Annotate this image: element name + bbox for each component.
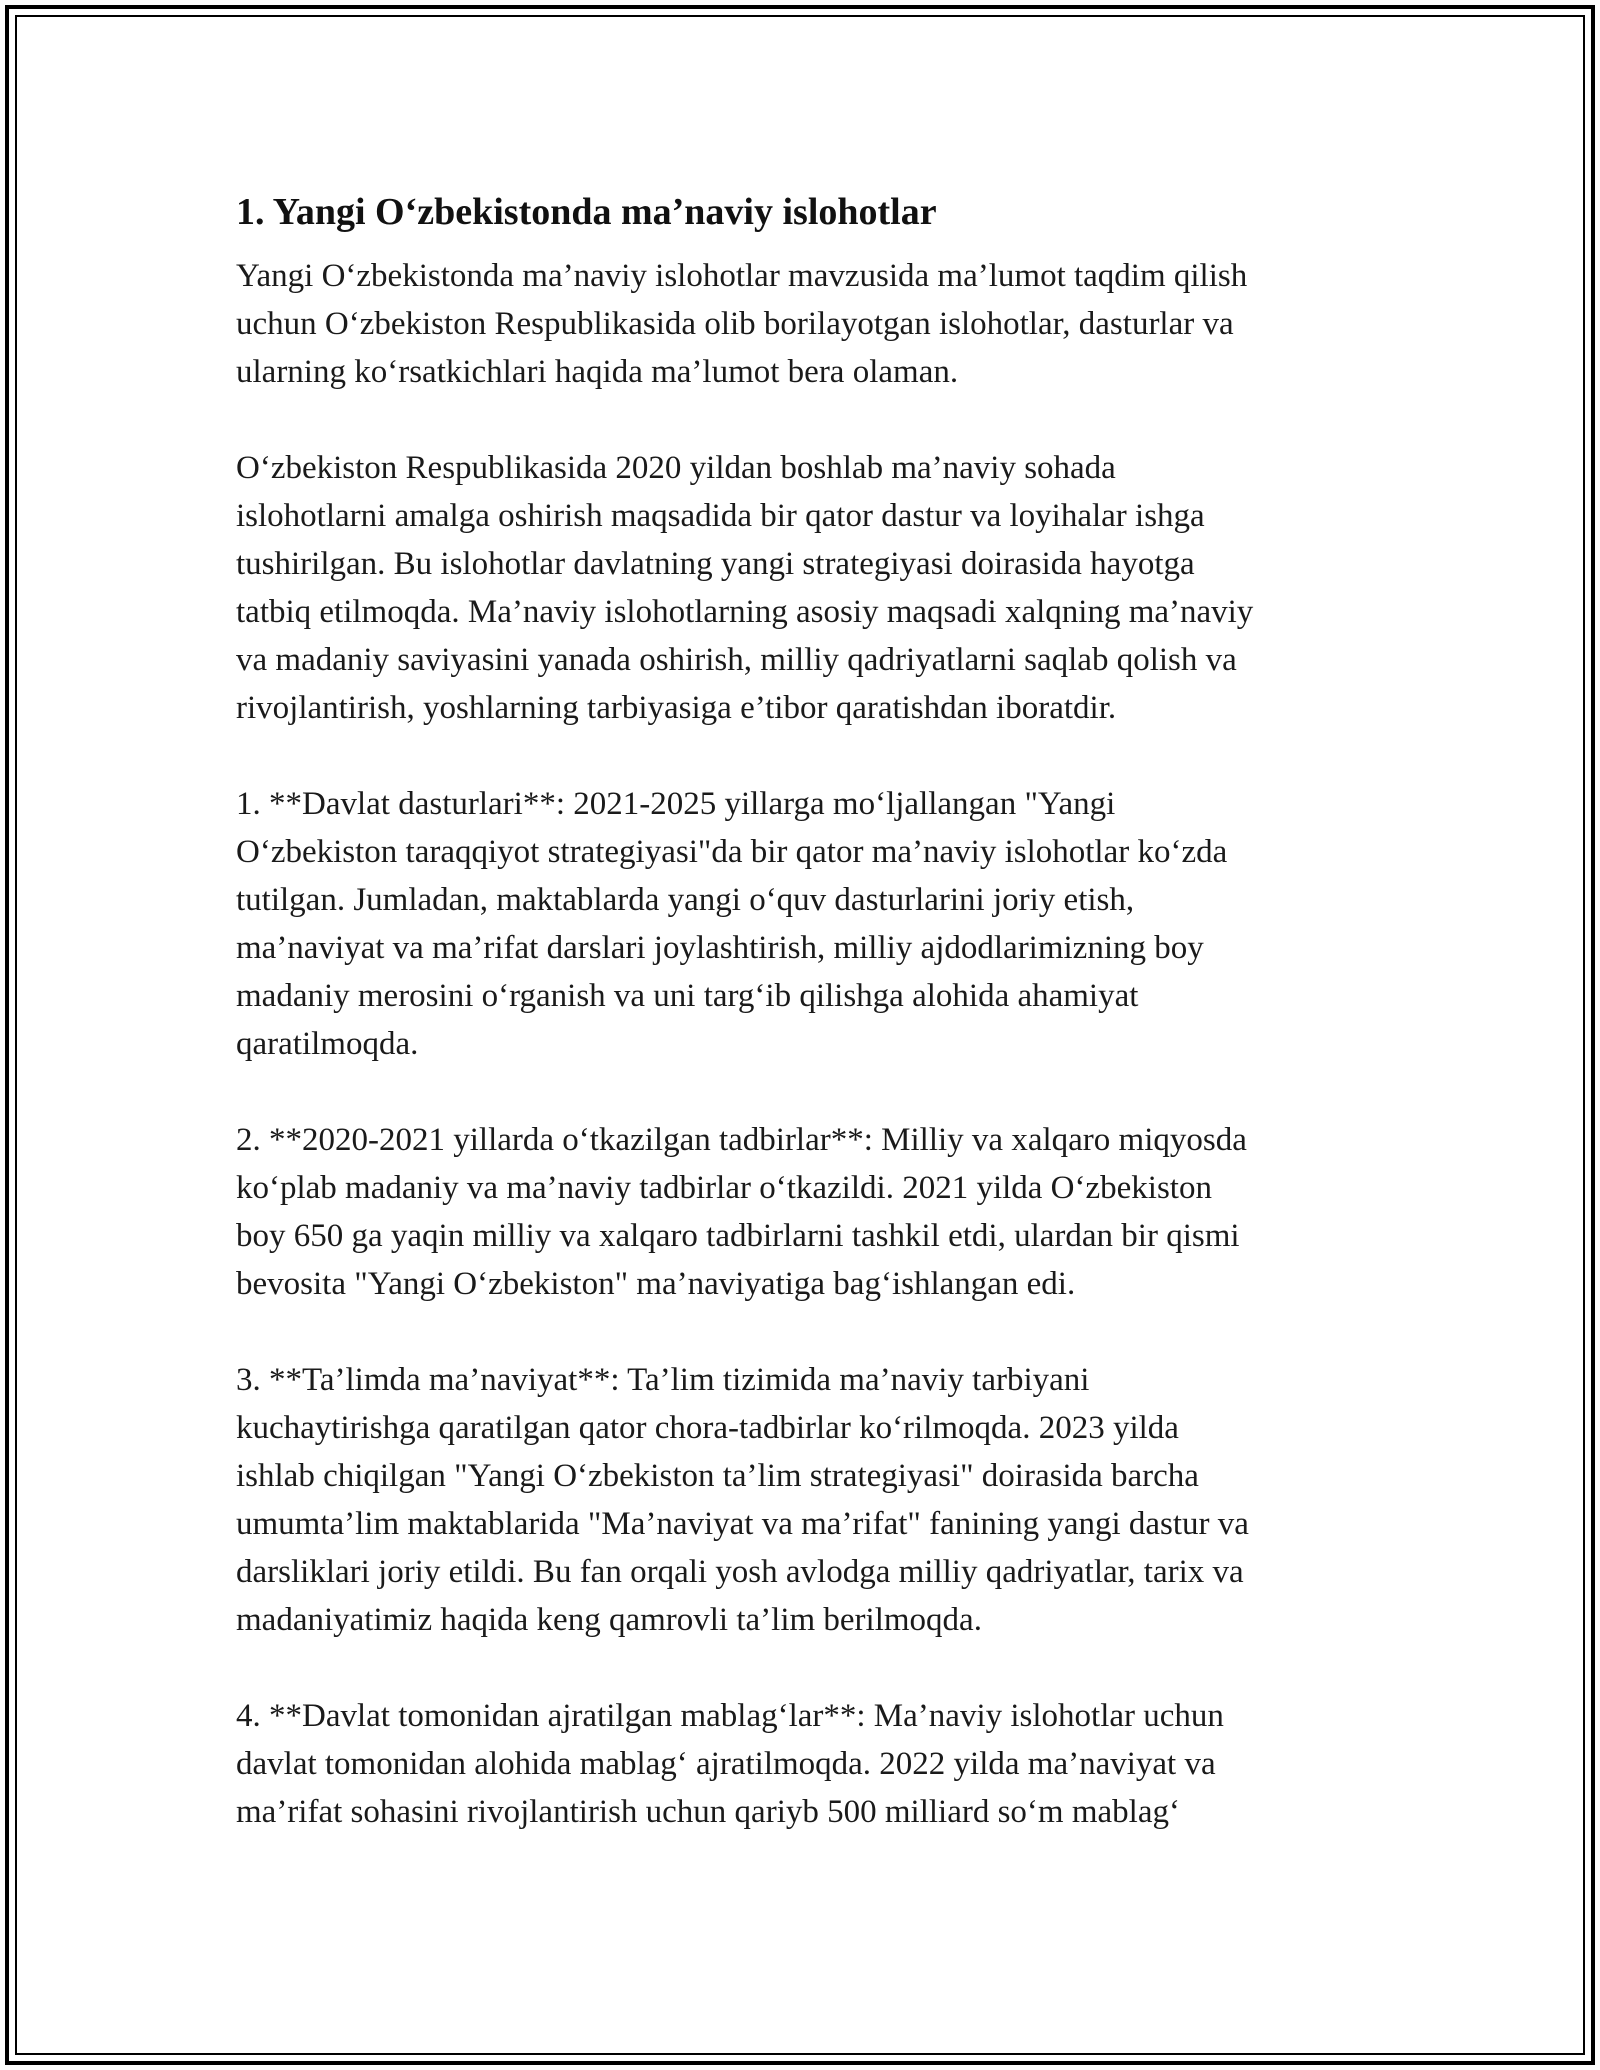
intro-paragraph: Yangi O‘zbekistonda ma’naviy islohotlar mavzusida ma’lumot taqdim qilish uchun O‘zbekiston Respublikasida olib borilayotgan islohotlar, dasturlar va ularning ko‘rsatkichlari haqida ma’lumot bera olaman. — [236, 258, 1248, 390]
list-item-education: 3. **Ta’limda ma’naviyat**: Ta’lim tizimida ma’naviy tarbiyani kuchaytirishga qaratilgan qator chora-tadbirlar ko‘rilmoqda. 2023 yilda ishlab chiqilgan "Yangi O‘zbekiston ta’lim strategiyasi" doirasida barcha umumta’lim maktablarida "Ma’naviyat va ma’rifat" fanining yangi dastur va darsliklari joriy etildi. Bu fan orqali yosh avlodga milliy qadriyatlar, tarix va madaniyatimiz haqida keng qamrovli ta’lim berilmoqda. — [236, 1362, 1249, 1638]
context-paragraph: O‘zbekiston Respublikasida 2020 yildan boshlab ma’naviy sohada islohotlarni amalga oshirish maqsadida bir qator dastur va loyihalar ishga tushirilgan. Bu islohotlar davlatning yangi strategiyasi doirasida hayotga tatbiq etilmoqda. Ma’naviy islohotlarning asosiy maqsadi xalqning ma’naviy va madaniy saviyasini yanada oshirish, milliy qadriyatlarni saqlab qolish va rivojlantirish, yoshlarning tarbiyasiga e’tibor qaratishdan iboratdir. — [236, 450, 1254, 726]
list-item-funding: 4. **Davlat tomonidan ajratilgan mablag‘lar**: Ma’naviy islohotlar uchun davlat tomonidan alohida mablag‘ ajratilmoqda. 2022 yilda ma’naviyat va ma’rifat sohasini rivojlantirish uchun qariyb 500 milliard so‘m mablag‘ — [236, 1698, 1224, 1830]
document-title: 1. Yangi O‘zbekistonda ma’naviy islohotlar — [236, 191, 937, 233]
document-body — [236, 188, 1386, 1836]
list-item-state-programs: 1. **Davlat dasturlari**: 2021-2025 yillarga mo‘ljallangan "Yangi O‘zbekiston taraqqiyot strategiyasi"da bir qator ma’naviy islohotlar ko‘zda tutilgan. Jumladan, maktablarda yangi o‘quv dasturlarini joriy etish, ma’naviyat va ma’rifat darslari joylashtirish, milliy ajdodlarimizning boy madaniy merosini o‘rganish va uni targ‘ib qilishga alohida ahamiyat qaratilmoqda. — [236, 786, 1228, 1062]
list-item-events: 2. **2020-2021 yillarda o‘tkazilgan tadbirlar**: Milliy va xalqaro miqyosda ko‘plab madaniy va ma’naviy tadbirlar o‘tkazildi. 2021 yilda O‘zbekiston boy 650 ga yaqin milliy va xalqaro tadbirlarni tashkil etdi, ulardan bir qismi bevosita "Yangi O‘zbekiston" ma’naviyatiga bag‘ishlangan edi. — [236, 1122, 1247, 1302]
